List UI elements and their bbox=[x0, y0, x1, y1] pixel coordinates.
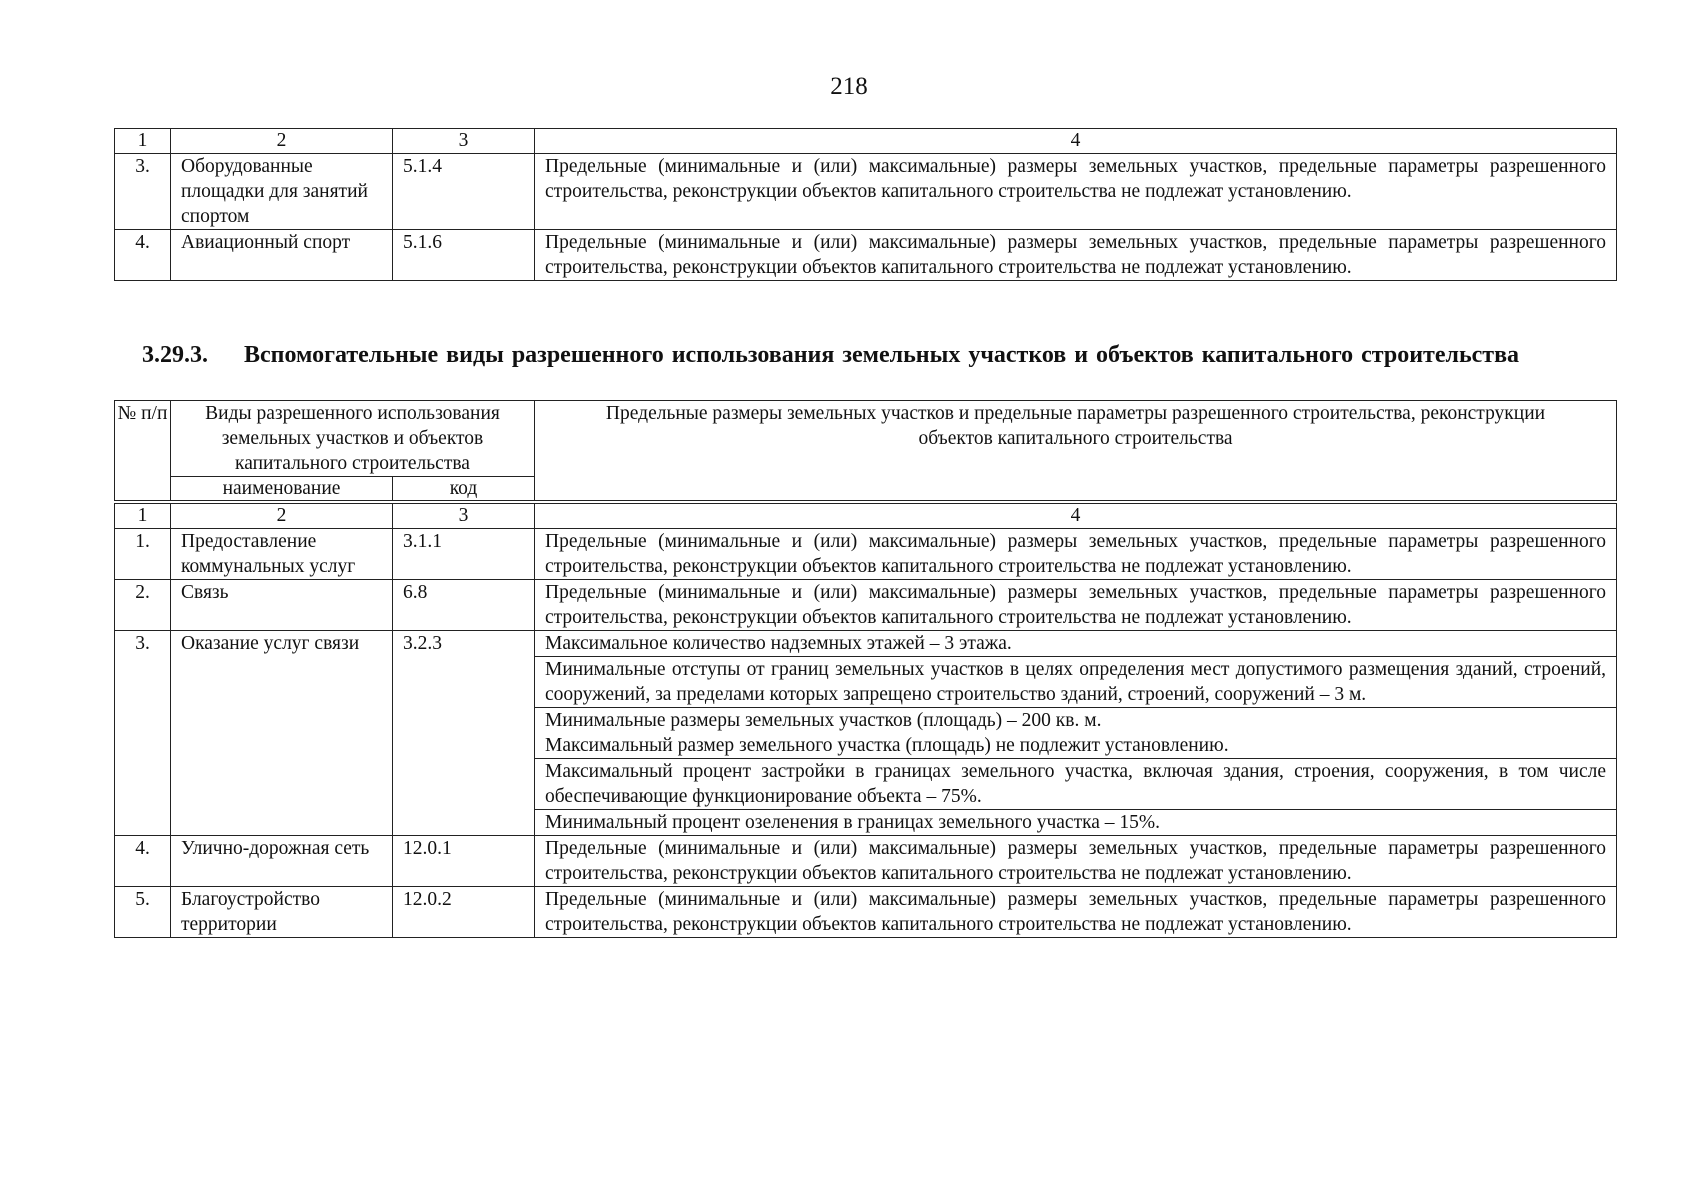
row-number: 3. bbox=[115, 631, 171, 836]
row-number: 3. bbox=[115, 154, 171, 230]
head-types-col bbox=[171, 401, 535, 477]
header-number-row bbox=[115, 502, 1617, 529]
row-parameter: Предельные (минимальные и (или) максимальные) размеры земельных участков, предельные параметры разрешенного строительства, реконструкции объектов капитального строительства не подлежат установлению. bbox=[535, 836, 1617, 887]
table-row bbox=[115, 631, 1617, 657]
row-parameter: Предельные (минимальные и (или) максимальные) размеры земельных участков, предельные параметры разрешенного строительства, реконструкции объектов капитального строительства не подлежат установлению. bbox=[535, 154, 1617, 230]
col-number-1: 1 bbox=[115, 129, 171, 154]
row-parameter: Минимальные отступы от границ земельных участков в целях определения мест допустимого размещения зданий, строений, сооружений, за пределами которых запрещено строительство зданий, строений, сооружений – 3 м. bbox=[535, 657, 1617, 708]
row-use-code: 12.0.2 bbox=[393, 887, 535, 938]
head-name-col: наименование bbox=[171, 477, 393, 503]
row-use-code: 5.1.4 bbox=[393, 154, 535, 230]
row-use-code: 3.2.3 bbox=[393, 631, 535, 836]
row-use-name: Благоустройство территории bbox=[171, 887, 393, 938]
head-params-label: Предельные размеры земельных участков и предельные параметры разрешенного строительства, реконструкции объектов капитального строительства bbox=[605, 403, 1546, 449]
row-parameter: Предельные (минимальные и (или) максимальные) размеры земельных участков, предельные параметры разрешенного строительства, реконструкции объектов капитального строительства не подлежат установлению. bbox=[535, 230, 1617, 281]
head-num-label: № п/п bbox=[117, 403, 168, 424]
row-number: 4. bbox=[115, 230, 171, 281]
row-parameter: Предельные (минимальные и (или) максимальные) размеры земельных участков, предельные параметры разрешенного строительства, реконструкции объектов капитального строительства не подлежат установлению. bbox=[535, 529, 1617, 580]
table-row bbox=[115, 154, 1617, 230]
head-params-col bbox=[535, 401, 1617, 503]
row-use-code: 6.8 bbox=[393, 580, 535, 631]
row-use-name: Предоставление коммунальных услуг bbox=[171, 529, 393, 580]
table-row bbox=[115, 887, 1617, 938]
row-parameter: Минимальный процент озеленения в границах земельного участка – 15%. bbox=[535, 810, 1617, 836]
row-parameter: Предельные (минимальные и (или) максимальные) размеры земельных участков, предельные параметры разрешенного строительства, реконструкции объектов капитального строительства не подлежат установлению. bbox=[535, 580, 1617, 631]
row-use-name: Улично-дорожная сеть bbox=[171, 836, 393, 887]
section-title: Вспомогательные виды разрешенного использования земельных участков и объектов капитального строительства bbox=[244, 342, 1520, 368]
col-number-1: 1 bbox=[115, 502, 171, 529]
head-num-col bbox=[115, 401, 171, 503]
table-row bbox=[115, 230, 1617, 281]
table-row bbox=[115, 836, 1617, 887]
row-parameter: Предельные (минимальные и (или) максимальные) размеры земельных участков, предельные параметры разрешенного строительства, реконструкции объектов капитального строительства не подлежат установлению. bbox=[535, 887, 1617, 938]
table-continuation bbox=[114, 128, 1617, 281]
auxiliary-uses-table bbox=[114, 400, 1617, 938]
row-parameter: Максимальный процент застройки в границах земельного участка, включая здания, строения, сооружения, в том числе обеспечивающие функционирование объекта – 75%. bbox=[535, 759, 1617, 810]
row-use-code: 3.1.1 bbox=[393, 529, 535, 580]
col-number-2: 2 bbox=[171, 129, 393, 154]
row-number: 1. bbox=[115, 529, 171, 580]
row-use-code: 12.0.1 bbox=[393, 836, 535, 887]
table-row bbox=[115, 529, 1617, 580]
col-number-4: 4 bbox=[535, 129, 1617, 154]
row-use-name: Оказание услуг связи bbox=[171, 631, 393, 836]
row-number: 4. bbox=[115, 836, 171, 887]
row-use-name: Связь bbox=[171, 580, 393, 631]
col-number-2: 2 bbox=[171, 502, 393, 529]
col-number-4: 4 bbox=[535, 502, 1617, 529]
page-number: 218 bbox=[830, 73, 868, 100]
row-use-code: 5.1.6 bbox=[393, 230, 535, 281]
row-use-name: Авиационный спорт bbox=[171, 230, 393, 281]
row-parameter: Минимальные размеры земельных участков (площадь) – 200 кв. м. Максимальный размер земельного участка (площадь) не подлежит установлению. bbox=[535, 708, 1617, 759]
col-number-3: 3 bbox=[393, 502, 535, 529]
section-heading bbox=[142, 340, 1616, 371]
row-number: 5. bbox=[115, 887, 171, 938]
col-number-3: 3 bbox=[393, 129, 535, 154]
header-number-row bbox=[115, 129, 1617, 154]
row-number: 2. bbox=[115, 580, 171, 631]
row-parameter: Максимальное количество надземных этажей – 3 этажа. bbox=[535, 631, 1617, 657]
section-number: 3.29.3. bbox=[142, 342, 208, 368]
table-head-row bbox=[115, 401, 1617, 477]
row-use-name: Оборудованные площадки для занятий спортом bbox=[171, 154, 393, 230]
head-types-label: Виды разрешенного использования земельных участков и объектов капитального строительства bbox=[205, 403, 500, 474]
table-row bbox=[115, 580, 1617, 631]
head-code-col: код bbox=[393, 477, 535, 503]
